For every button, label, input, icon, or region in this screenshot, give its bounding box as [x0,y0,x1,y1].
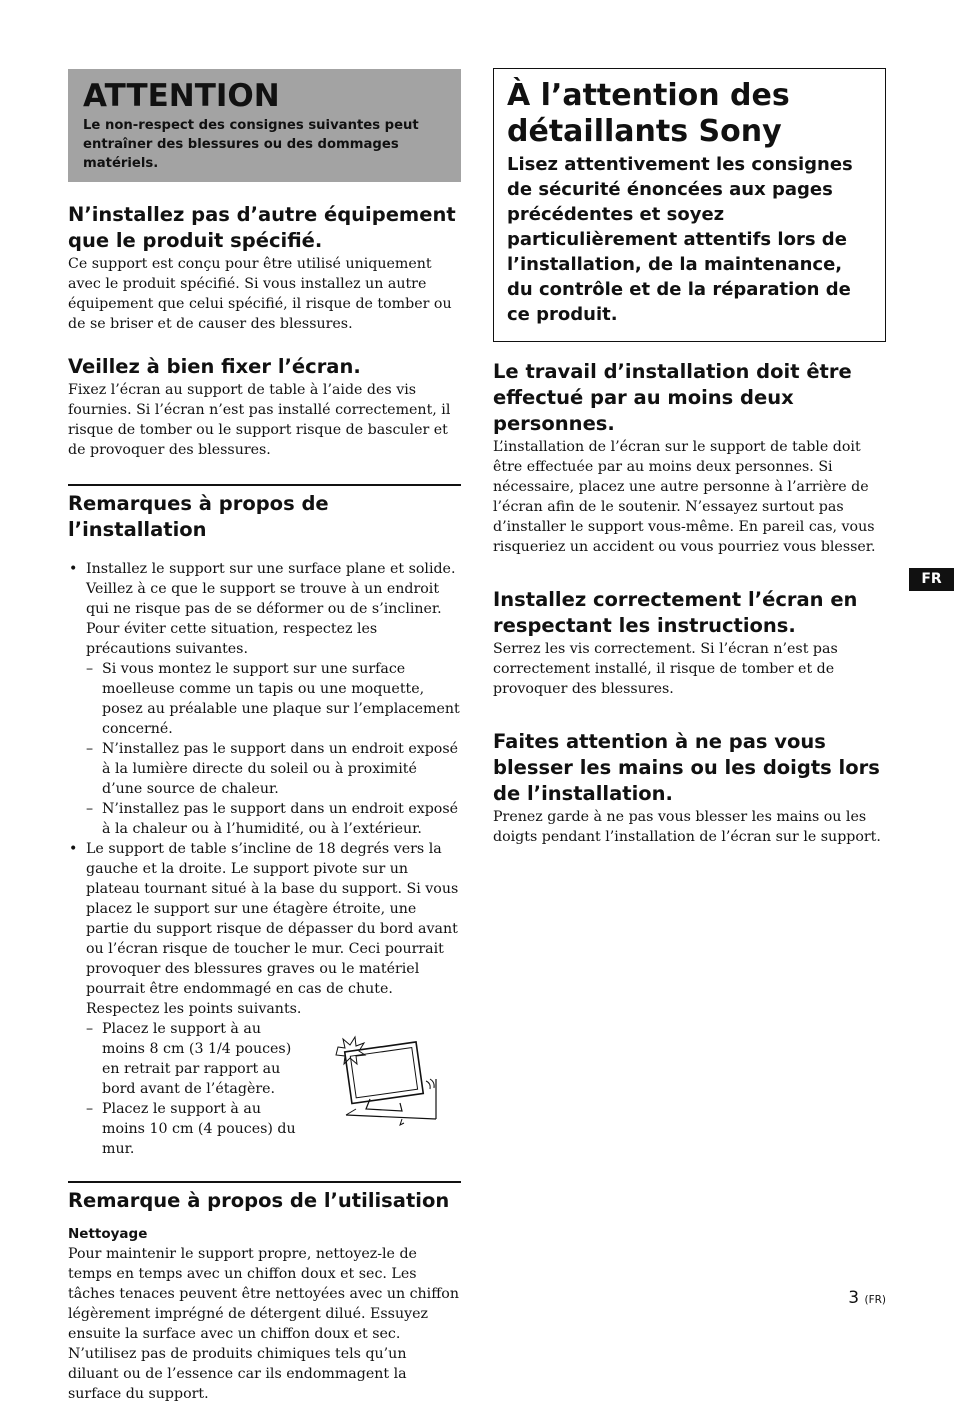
heading-hand-injury: Faites attention à ne pas vous blesser les mains ou les doigts lors de l’installation. [493,730,880,805]
attention-text: Le non-respect des consignes suivantes peut entraîner des blessures ou des dommages matériels. [83,118,419,171]
body-specified-equipment: Ce support est conçu pour être utilisé uniquement avec le produit spécifié. Si vous installez un autre équipement que celui spécifié, il risque de tomber ou de se briser et de causer des blessures. [68,256,452,332]
page-number [848,1288,886,1308]
heading-installation-notes: Remarques à propos de l’installation [68,484,461,543]
list-item [68,559,461,839]
body-install-correctly: Serrez les vis correctement. Si l’écran n’est pas correctement installé, il risque de tomber et de provoquer des blessures. [493,641,838,697]
list-item: – N’installez pas le support dans un endroit exposé à la lumière directe du soleil ou à proximité d’une source de chaleur. [86,739,461,799]
language-tab: FR [909,568,954,591]
left-column [68,69,461,1404]
bullet-text: Le support de table s’incline de 18 degrés vers la gauche et la droite. Le support pivote sur un plateau tournant situé à la base du support. Si vous placez le support sur une étagère étroite, une partie du support risque de dépasser du bord avant ou l’écran risque de toucher le mur. Ceci pourrait provoquer des blessures graves ou le matériel pourrait être endommagé en cas de chute. Respectez les points suivants. [86,841,459,1017]
list-item: – Si vous montez le support sur une surface moelleuse comme un tapis ou une moquette, posez au préalable une plaque sur l’emplacement concerné. [86,659,461,739]
body-hand-injury: Prenez garde à ne pas vous blesser les mains ou les doigts pendant l’installation de l’écran sur le support. [493,809,881,845]
installation-notes-list [68,559,461,1159]
heading-two-persons: Le travail d’installation doit être effectué par au moins deux personnes. [493,360,852,435]
subheading-cleaning: Nettoyage [68,1226,148,1242]
heading-usage-note: Remarque à propos de l’utilisation [68,1181,461,1214]
retailer-notice-box [493,68,886,342]
page-number-value: 3 [848,1288,860,1308]
tv-on-shelf-illustration [332,1033,442,1129]
attention-title: ATTENTION [83,78,280,114]
heading-fix-screen: Veillez à bien fixer l’écran. [68,355,361,378]
right-column [493,68,886,847]
body-two-persons: L’installation de l’écran sur le support de table doit être effectuée par au moins deux personnes. Si nécessaire, placez une autre personne à l’arrière de l’écran afin de le soutenir. N’essayez surtout pas d’installer le support vous-même. En pareil cas, vous risqueriez un accident ou vous pourriez vous blesser. [493,439,876,555]
attention-box [68,69,461,182]
bullet-text: Installez le support sur une surface plane et solide. Veillez à ce que le support se trouve à un endroit qui ne risque pas de se déformer ou de s’incliner. Pour éviter cette situation, respectez les précautions suivantes. [86,561,456,657]
page-number-suffix: (FR) [864,1294,886,1306]
list-item: – Placez le support à au moins 10 cm (4 pouces) du mur. [86,1099,301,1159]
list-item [68,839,461,1159]
heading-specified-equipment: N’installez pas d’autre équipement que le produit spécifié. [68,203,456,252]
list-item: – N’installez pas le support dans un endroit exposé à la chaleur ou à l’humidité, ou à l’extérieur. [86,799,461,839]
body-fix-screen: Fixez l’écran au support de table à l’aide des vis fournies. Si l’écran n’est pas installé correctement, il risque de tomber ou le support risque de basculer et de provoquer des blessures. [68,382,451,458]
list-item: – Placez le support à au moins 8 cm (3 1/4 pouces) en retrait par rapport au bord avant de l’étagère. [86,1019,301,1099]
retailer-text: Lisez attentivement les consignes de sécurité énoncées aux pages précédentes et soyez particulièrement attentifs lors de l’installation, de la maintenance, du contrôle et de la réparation de ce produit. [507,154,853,325]
heading-install-correctly: Installez correctement l’écran en respectant les instructions. [493,588,858,637]
retailer-title: À l’attention des détaillants Sony [507,78,790,149]
body-cleaning: Pour maintenir le support propre, nettoyez-le de temps en temps avec un chiffon doux et sec. Les tâches tenaces peuvent être nettoyées avec un chiffon légèrement imprégné de détergent dilué. Essuyez ensuite la surface avec un chiffon doux et sec. N’utilisez pas de produits chimiques tels qu’un diluant ou de l’essence car ils endommagent la surface du support. [68,1246,459,1402]
